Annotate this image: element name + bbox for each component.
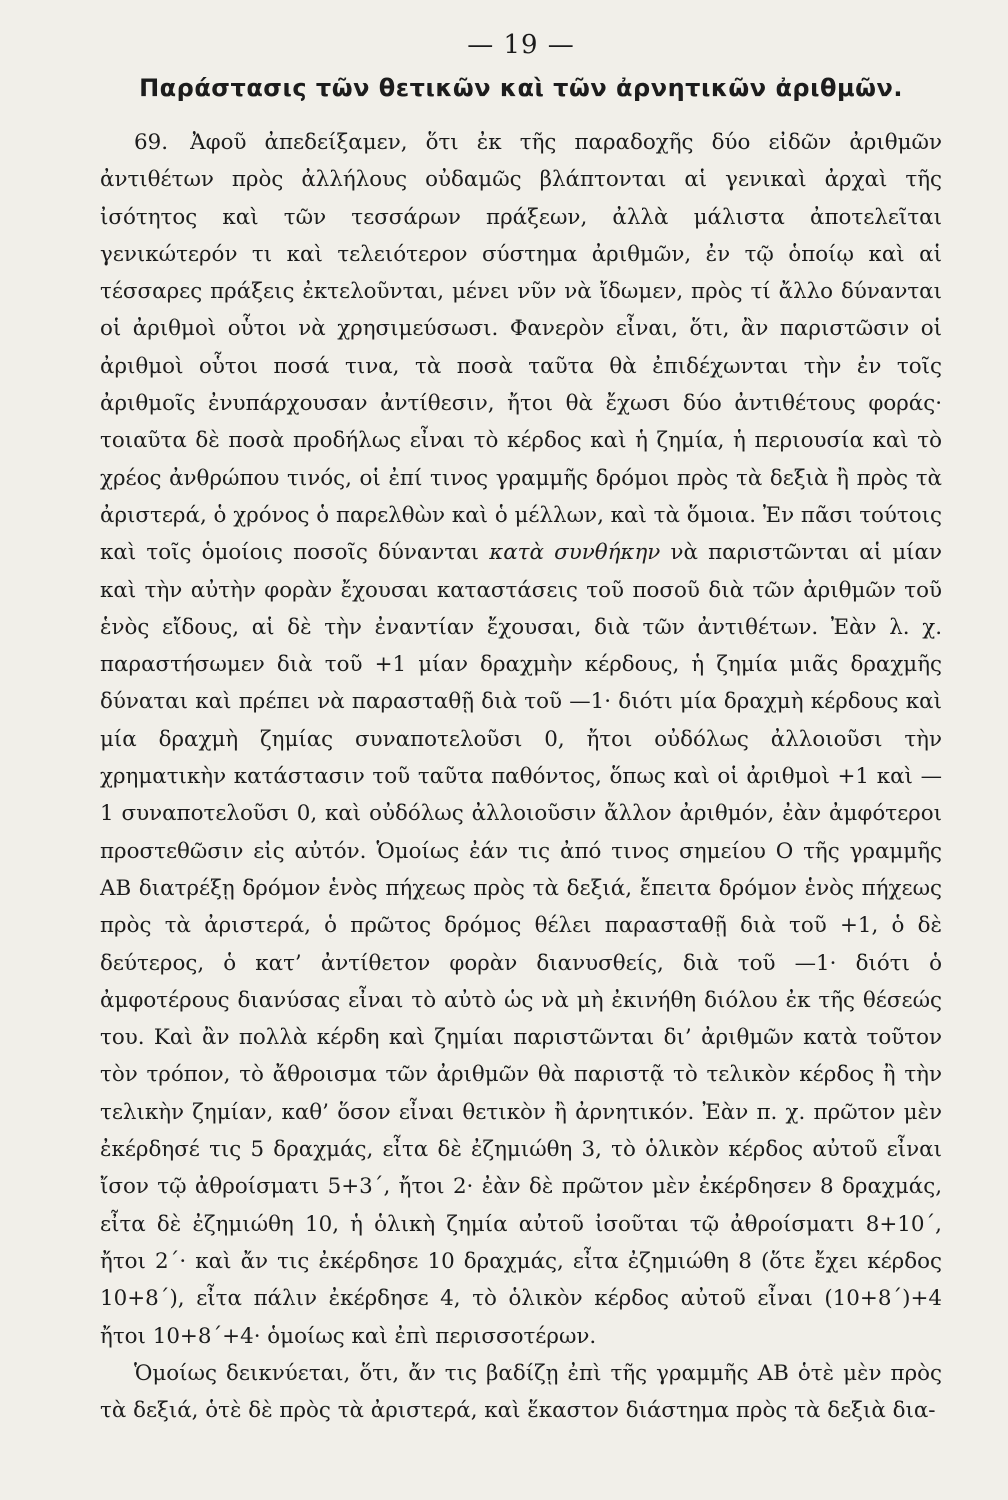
paragraph-text: Ἀφοῦ ἀπεδείξαμεν, ὅτι ἐκ τῆς παραδοχῆς δύο εἰδῶν ἀριθμῶν ἀντιθέτων πρὸς ἀλλήλους οὐδαμῶς βλάπτονται αἱ γενικαὶ ἀρχαὶ τῆς ἰσότητος καὶ τῶν τεσσάρων πράξεων, ἀλλὰ μάλιστα ἀποτελεῖται γενικώτερόν τι καὶ τελειότερον σύστημα ἀριθμῶν, ἐν τῷ ὁποίῳ καὶ αἱ τέσσαρες πράξεις ἐκτελοῦνται, μένει νῦν νὰ ἴδωμεν, πρὸς τί ἄλλο δύνανται οἱ ἀριθμοὶ οὗτοι νὰ χρησιμεύσωσι. Φανερὸν εἶναι, ὅτι, ἂν παριστῶσιν οἱ ἀριθμοὶ οὗτοι ποσά τινα, τὰ ποσὰ ταῦτα θὰ ἐπιδέχωνται τὴν ἐν τοῖς ἀριθμοῖς ἐνυπάρχουσαν ἀντίθεσιν, ἤτοι θὰ ἔχωσι δύο ἀντιθέτους φοράς· τοιαῦτα δὲ ποσὰ προδήλως εἶναι τὸ κέρδος καὶ ἡ ζημία, ἡ περιουσία καὶ τὸ χρέος ἀνθρώπου τινός, οἱ ἐπί τινος γραμμῆς δρόμοι πρὸς τὰ δεξιὰ ἢ πρὸς τὰ ἀριστερά, ὁ χρόνος ὁ παρελθὼν καὶ ὁ μέλλων, καὶ τὰ ὅμοια. Ἐν πᾶσι τούτοις καὶ τοῖς ὁμοίοις ποσοῖς δύνανται <box>100 130 942 566</box>
paragraph-continuation <box>100 1355 942 1430</box>
emphasized-phrase: κατὰ συνθήκην <box>489 540 661 566</box>
paragraph-69 <box>100 124 942 1355</box>
paragraph-text: Ὁμοίως δεικνύεται, ὅτι, ἄν τις βαδίζῃ ἐπὶ τῆς γραμμῆς ΑΒ ὁτὲ μὲν πρὸς τὰ δεξιά, ὁτὲ δὲ πρὸς τὰ ἀριστερά, καὶ ἕκαστον διάστημα πρὸς τὰ δεξιὰ δια- <box>100 1360 942 1424</box>
paragraph-text: νὰ παριστῶνται αἱ μίαν καὶ τὴν αὐτὴν φορὰν ἔχουσαι καταστάσεις τοῦ ποσοῦ διὰ τῶν ἀριθμῶν τοῦ ἑνὸς εἴδους, αἱ δὲ τὴν ἐναντίαν ἔχουσαι, διὰ τῶν ἀντιθέτων. Ἐὰν λ. χ. παραστήσωμεν διὰ τοῦ +1 μίαν δραχμὴν κέρδους, ἡ ζημία μιᾶς δραχμῆς δύναται καὶ πρέπει νὰ παρασταθῇ διὰ τοῦ —1· διότι μία δραχμὴ κέρδους καὶ μία δραχμὴ ζημίας συναποτελοῦσι 0, ἤτοι οὐδόλως ἀλλοιοῦσι τὴν χρηματικὴν κατάστασιν τοῦ ταῦτα παθόντος, ὅπως καὶ οἱ ἀριθμοὶ +1 καὶ —1 συναποτελοῦσι 0, καὶ οὐδόλως ἀλλοιοῦσιν ἄλλον ἀριθμόν, ἐὰν ἀμφότεροι προστεθῶσιν εἰς αὐτόν. Ὁμοίως ἐάν τις ἀπό τινος σημείου Ο τῆς γραμμῆς ΑΒ διατρέξῃ δρόμον ἑνὸς πήχεως πρὸς τὰ δεξιά, ἔπειτα δρόμον ἑνὸς πήχεως πρὸς τὰ ἀριστερά, ὁ πρῶτος δρόμος θέλει παρασταθῇ διὰ τοῦ +1, ὁ δὲ δεύτερος, ὁ κατ’ ἀντίθετον φορὰν διανυσθείς, διὰ τοῦ —1· διότι ὁ ἀμφοτέρους διανύσας εἶναι τὸ αὐτὸ ὡς νὰ μὴ ἐκινήθη διόλου ἐκ τῆς θέσεώς του. Καὶ ἂν πολλὰ κέρδη καὶ ζημίαι παριστῶνται δι’ ἀριθμῶν κατὰ τοῦτον τὸν τρόπον, τὸ ἄθροισμα τῶν ἀριθμῶν θὰ παριστᾷ τὸ τελικὸν κέρδος ἢ τὴν τελικὴν ζημίαν, καθ’ ὅσον εἶναι θετικὸν ἢ ἀρνητικόν. Ἐὰν π. χ. πρῶτον μὲν ἐκέρδησέ τις 5 δραχμάς, εἶτα δὲ ἐζημιώθη 3, τὸ ὁλικὸν κέρδος αὐτοῦ εἶναι ἴσον τῷ ἀθροίσματι 5+3΄, ἤτοι 2· ἐὰν δὲ πρῶτον μὲν ἐκέρδησεν 8 δραχμάς, εἶτα δὲ ἐζημιώθη 10, ἡ ὁλικὴ ζημία αὐτοῦ ἰσοῦται τῷ ἀθροίσματι 8+10΄, ἤτοι 2΄· καὶ ἄν τις ἐκέρδησε 10 δραχμάς, εἶτα ἐζημιώθη 8 (ὅτε ἔχει κέρδος 10+8΄), εἶτα πάλιν ἐκέρδησε 4, τὸ ὁλικὸν κέρδος αὐτοῦ εἶναι (10+8΄)+4 ἤτοι 10+8΄+4· ὁμοίως καὶ ἐπὶ περισσοτέρων. <box>100 540 942 1349</box>
page-number: — 19 — <box>467 30 575 60</box>
paragraph-number: 69. <box>134 130 169 155</box>
section-title: Παράστασις τῶν θετικῶν καὶ τῶν ἀρνητικῶν ἀριθμῶν. <box>139 74 903 102</box>
